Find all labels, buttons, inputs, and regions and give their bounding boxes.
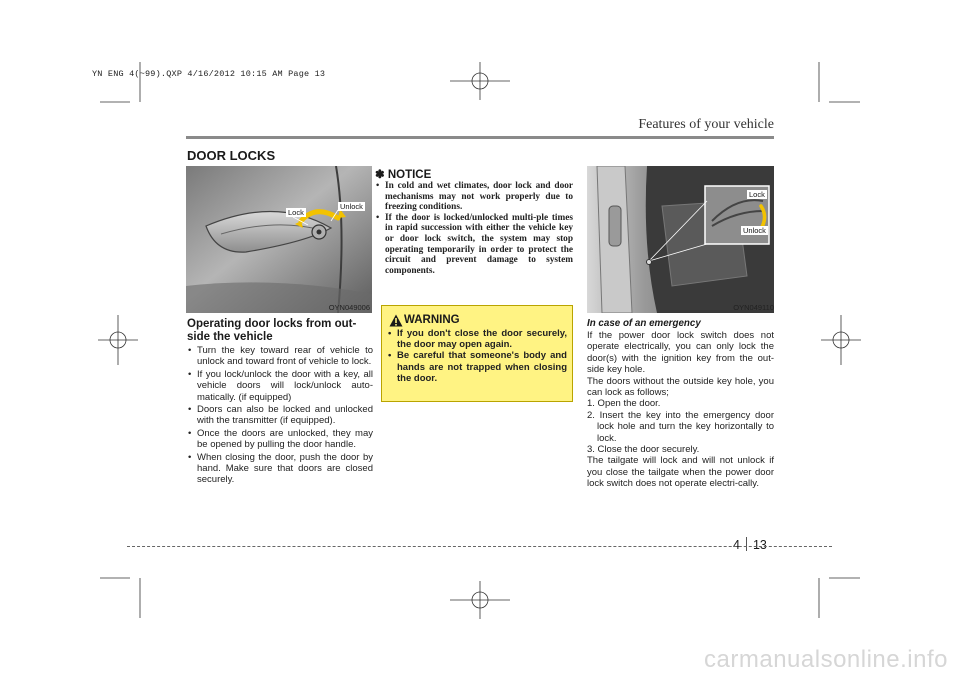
print-header: YN ENG 4(~99).QXP 4/16/2012 10:15 AM Page 13 <box>92 69 326 79</box>
list-item: • Doors can also be locked and unlocked with the transmitter (if equipped). <box>187 404 373 427</box>
step-item: 3. Close the door securely. <box>587 444 700 456</box>
list-item: • Once the doors are unlocked, they may be opened by pulling the door handle. <box>187 428 373 451</box>
chapter-number: 4 <box>733 538 740 552</box>
header-rule <box>186 136 774 139</box>
emergency-body <box>587 330 774 490</box>
step-item: 2. Insert the key into the emergency door lock hole and turn the key horizontally to lock. <box>587 409 774 444</box>
notice-list <box>375 181 573 276</box>
paragraph: The doors without the outside key hole, you can lock as follows; <box>587 375 774 399</box>
photo-label-lock: Lock <box>288 208 304 217</box>
section-heading: Operating door locks from out-side the vehicle <box>187 318 357 343</box>
page-number-value: 13 <box>752 538 767 552</box>
photo-caption: OYN049006 <box>328 303 370 312</box>
photo-label-lock: Lock <box>749 190 765 199</box>
list-item: • When closing the door, push the door by hand. Make sure that doors are closed securely. <box>187 452 373 486</box>
notice-item: • In cold and wet climates, door lock and door mechanisms may not work properly due to freezing conditions. <box>375 181 573 213</box>
notice-title: ✽ NOTICE <box>375 169 432 181</box>
warning-icon <box>389 314 403 327</box>
door-interior-illustration <box>587 166 774 313</box>
paragraph: If the power door lock switch does not operate electrically, you can only lock the door(s) with the ignition key from the out-side key hole. <box>587 330 774 376</box>
door-handle-illustration <box>186 166 372 313</box>
warning-title: WARNING <box>404 314 460 326</box>
photo-label-unlock: Unlock <box>743 226 766 235</box>
section-label: Features of your vehicle <box>638 117 774 132</box>
paragraph: The tailgate will lock and will not unlock if you close the tailgate when the power door lock switch does not operate electri-cally. <box>587 455 774 490</box>
page-title: DOOR LOCKS <box>187 148 276 163</box>
photo-label-unlock: Unlock <box>340 202 363 211</box>
door-handle-photo <box>186 166 372 313</box>
notice-item: • If the door is locked/unlocked multi-ple times in rapid succession with either the vehicle key or door lock switch, the system may stop operating temporarily in order to protect the circuit and prevent damage to system components. <box>375 213 573 277</box>
page-number-divider <box>746 537 747 551</box>
warning-box <box>381 305 573 402</box>
page-number <box>733 537 767 552</box>
footer-dashed-rule <box>127 546 832 547</box>
step-item: 1. Open the door. <box>587 398 661 410</box>
warning-item: • If you don't close the door securely, the door may open again. <box>387 328 567 350</box>
emergency-lock-photo <box>587 166 774 313</box>
emergency-heading: In case of an emergency <box>587 318 701 329</box>
photo-caption: OYN049110 <box>733 303 774 312</box>
list-item: • Turn the key toward rear of vehicle to unlock and toward front of vehicle to lock. <box>187 345 373 368</box>
list-item: • If you lock/unlock the door with a key, all vehicle doors will lock/unlock auto-matically. (if equipped) <box>187 369 373 403</box>
watermark: carmanualsonline.info <box>704 646 948 673</box>
warning-list <box>387 328 567 384</box>
warning-item: • Be careful that someone's body and hands are not trapped when closing the door. <box>387 350 567 384</box>
instruction-list <box>187 345 373 487</box>
